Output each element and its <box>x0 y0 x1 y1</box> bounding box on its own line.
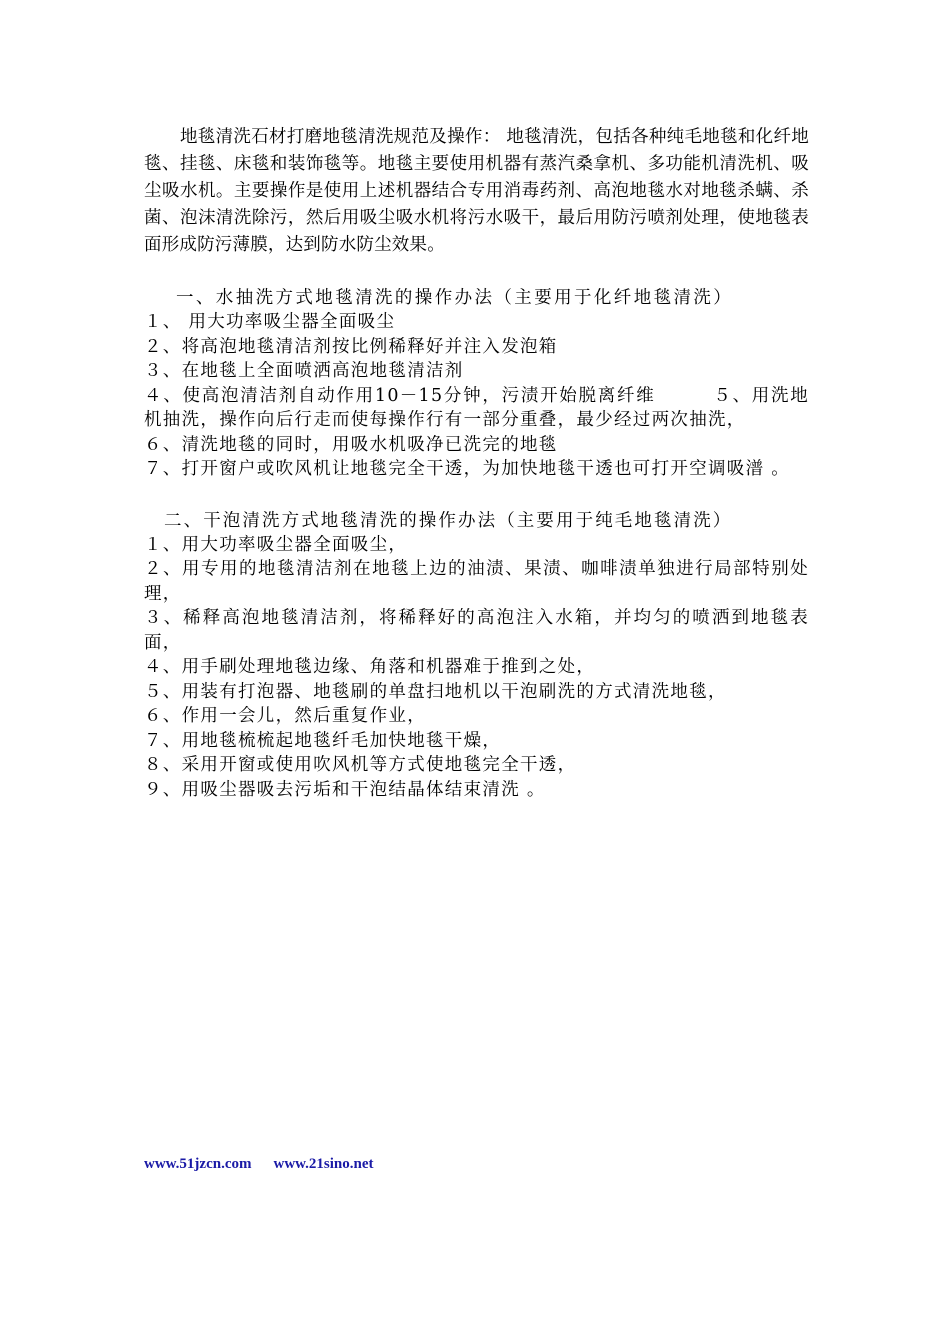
step-item: ４、用手刷处理地毯边缘、角落和机器难于推到之处， <box>144 657 596 677</box>
footer-links <box>144 1156 374 1173</box>
step-item: ４、使高泡清洁剂自动作用10－15分钟，污渍开始脱离纤维 ５、用洗地机抽洗，操作向后行走而使每操作行有一部分重叠，最少经过两次抽洗， <box>144 385 809 430</box>
section-water-extraction <box>144 286 809 482</box>
step-item: ２、将高泡地毯清洁剂按比例稀释好并注入发泡箱 <box>144 336 558 357</box>
step-item: ９、用吸尘器吸去污垢和干泡结晶体结束清洗 。 <box>144 779 546 800</box>
step-item: １、用大功率吸尘器全面吸尘， <box>144 534 408 555</box>
section-dry-foam <box>144 509 809 803</box>
step-list <box>144 533 809 803</box>
section-heading: 二、干泡清洗方式地毯清洗的操作办法（主要用于纯毛地毯清洗） <box>164 510 733 531</box>
step-item: ８、采用开窗或使用吹风机等方式使地毯完全干透， <box>144 755 577 775</box>
step-item: ２、用专用的地毯清洁剂在地毯上边的油渍、果渍、咖啡渍单独进行局部特别处理， <box>144 559 809 604</box>
step-item: ６、清洗地毯的同时，用吸水机吸净已洗完的地毯 <box>144 434 558 455</box>
step-item: ７、打开窗户或吹风机让地毯完全干透，为加快地毯干透也可打开空调吸潽 。 <box>144 459 791 479</box>
intro-paragraph: 地毯清洗石材打磨地毯清洗规范及操作： 地毯清洗，包括各种纯毛地毯和化纤地毯、挂毯、床毯和装饰毯等。地毯主要使用机器有蒸汽桑拿机、多功能机清洗机、吸尘吸水机。主要操作是使用上述机器结合专用消毒药剂、高泡地毯水对地毯杀螨、杀菌、泡沫清洗除污，然后用吸尘吸水机将污水吸干，最后用防污喷剂处理，使地毯表面形成防污薄膜，达到防水防尘效果。 <box>144 127 809 255</box>
section-heading: 一、水抽洗方式地毯清洗的操作办法（主要用于化纤地毯清洗） <box>176 288 734 308</box>
footer-link-21sino[interactable]: www.21sino.net <box>273 1156 374 1172</box>
step-item: １、 用大功率吸尘器全面吸尘 <box>144 312 396 332</box>
step-item: ３、稀释高泡地毯清洁剂，将稀释好的高泡注入水箱，并均匀的喷洒到地毯表面， <box>144 608 809 653</box>
step-item: ５、用装有打泡器、地毯刷的单盘扫地机以干泡刷洗的方式清洗地毯， <box>144 681 727 702</box>
footer-link-51jzcn[interactable]: www.51jzcn.com <box>144 1156 252 1172</box>
step-item: ７、用地毯梳梳起地毯纤毛加快地毯干燥， <box>144 730 502 751</box>
step-item: ６、作用一会儿，然后重复作业， <box>144 706 426 726</box>
step-item: ３、在地毯上全面喷洒高泡地毯清洁剂 <box>144 361 464 381</box>
step-list <box>144 310 809 482</box>
document-body <box>144 124 809 802</box>
